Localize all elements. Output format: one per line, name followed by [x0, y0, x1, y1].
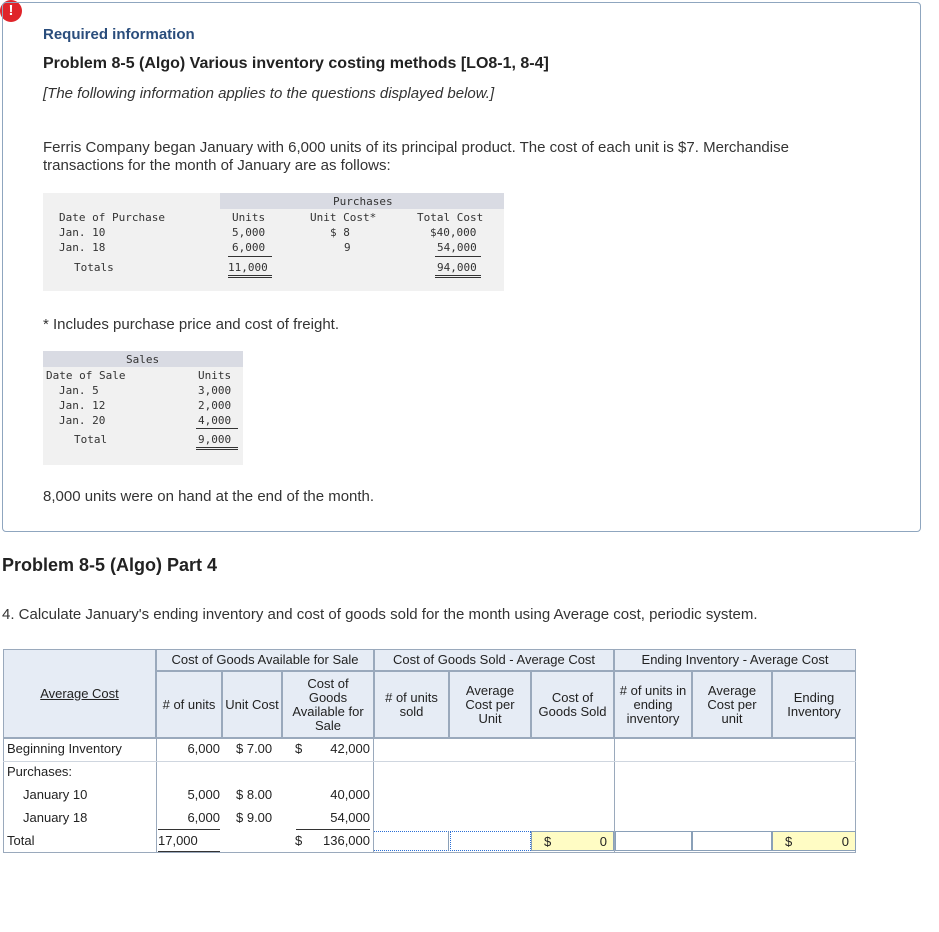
problem-paragraph: Ferris Company began January with 6,000 units of its principal product. The cost of each unit is $7. Merchandise transactions for the month of January are as follows:: [43, 139, 789, 174]
row-units: 5,000: [232, 226, 266, 239]
purchases-table: [43, 193, 504, 291]
jan10-unit-cost: $ 8.00: [236, 787, 273, 802]
ending-inventory-total-field[interactable]: [772, 831, 856, 851]
jan18-unit-cost: $ 9.00: [236, 810, 273, 825]
totals-total: 94,000: [437, 261, 477, 274]
alert-icon: !: [0, 0, 22, 22]
total-label: Total: [7, 833, 35, 848]
sales-table: [43, 351, 243, 465]
col-cogas: Cost of Goods Available for Sale: [282, 671, 374, 738]
col-ending-inventory: Ending Inventory: [772, 671, 856, 738]
col-date-of-sale: Date of Sale: [46, 369, 126, 382]
row-unit-cost: $ 8: [330, 226, 350, 239]
row-total: $40,000: [430, 226, 477, 239]
january-10-label: January 10: [23, 787, 88, 802]
col-unit-cost: Unit Cost*: [310, 211, 377, 224]
total-dollar-sign: $: [295, 833, 303, 848]
purchases-group-header: Purchases: [333, 195, 393, 208]
col-units-sold: # of units sold: [374, 671, 449, 738]
jan18-cogas: 54,000: [330, 810, 370, 825]
beginning-dollar-sign: $: [295, 741, 303, 756]
ending-group-header: Ending Inventory - Average Cost: [614, 649, 856, 671]
row-total: 54,000: [437, 241, 477, 254]
row-unit-cost: 9: [344, 241, 351, 254]
col-units: Units: [198, 369, 232, 382]
row-header-cell: [3, 649, 156, 738]
row-divider: [3, 761, 856, 762]
problem-title: Problem 8-5 (Algo) Various inventory costing methods [LO8-1, 8-4]: [43, 55, 549, 72]
units-ending-input[interactable]: [615, 831, 692, 851]
cogs-group-header: Cost of Goods Sold - Average Cost: [374, 649, 614, 671]
beginning-inventory-label: Beginning Inventory: [7, 741, 122, 756]
units-on-hand: 8,000 units were on hand at the end of the month.: [43, 488, 375, 505]
average-cost-grid: [3, 649, 856, 853]
cogas-group-header: Cost of Goods Available for Sale: [156, 649, 374, 671]
row-date: Jan. 5: [59, 384, 99, 397]
row-units: 6,000: [232, 241, 266, 254]
ending-dollar-sign: $: [785, 834, 793, 849]
row-units: 3,000: [198, 384, 232, 397]
col-units: # of units: [156, 671, 222, 738]
average-cost-header: Average Cost: [40, 685, 119, 701]
jan10-cogas: 40,000: [330, 787, 370, 802]
total-units: 17,000: [158, 833, 198, 848]
question-text: 4. Calculate January's ending inventory and cost of goods sold for the month using Average cost, periodic system.: [2, 606, 758, 623]
jan10-units: 5,000: [187, 787, 220, 802]
col-units: Units: [232, 211, 266, 224]
beginning-units: 6,000: [187, 741, 220, 756]
totals-units: 11,000: [228, 261, 268, 274]
col-cogs: Cost of Goods Sold: [531, 671, 614, 738]
ending-inventory-value: 0: [841, 834, 849, 849]
part-title: Problem 8-5 (Algo) Part 4: [2, 555, 218, 575]
january-18-label: January 18: [23, 810, 88, 825]
col-avg-cost-unit-2: Average Cost per unit: [692, 671, 772, 738]
row-date: Jan. 20: [59, 414, 106, 427]
totals-label: Totals: [74, 261, 114, 274]
jan18-units: 6,000: [187, 810, 220, 825]
row-units: 4,000: [198, 414, 232, 427]
units-sold-input[interactable]: [374, 831, 449, 851]
purchases-label: Purchases:: [7, 764, 73, 779]
total-cogas: 136,000: [323, 833, 370, 848]
total-label: Total: [74, 433, 108, 446]
required-info-label: Required information: [43, 26, 195, 43]
avg-cost-per-unit-2-input[interactable]: [692, 831, 772, 851]
sales-group-header: Sales: [126, 353, 160, 366]
col-avg-cost-unit: Average Cost per Unit: [449, 671, 531, 738]
avg-cost-per-unit-input[interactable]: [450, 831, 531, 851]
col-units-ending: # of units in ending inventory: [614, 671, 692, 738]
beginning-cogas: 42,000: [330, 741, 370, 756]
col-date-of-purchase: Date of Purchase: [59, 211, 165, 224]
problem-note: [The following information applies to the questions displayed below.]: [43, 85, 495, 102]
cogs-dollar-sign: $: [544, 834, 552, 849]
row-date: Jan. 12: [59, 399, 106, 412]
col-unit-cost: Unit Cost: [222, 671, 282, 738]
cogs-total-value: 0: [599, 834, 607, 849]
footnote: * Includes purchase price and cost of freight.: [43, 316, 340, 333]
row-date: Jan. 10: [59, 226, 106, 239]
row-units: 2,000: [198, 399, 232, 412]
cogs-total-field[interactable]: [531, 831, 614, 851]
col-total-cost: Total Cost: [417, 211, 484, 224]
beginning-unit-cost: $ 7.00: [236, 741, 273, 756]
total-units: 9,000: [198, 433, 232, 446]
row-date: Jan. 18: [59, 241, 106, 254]
